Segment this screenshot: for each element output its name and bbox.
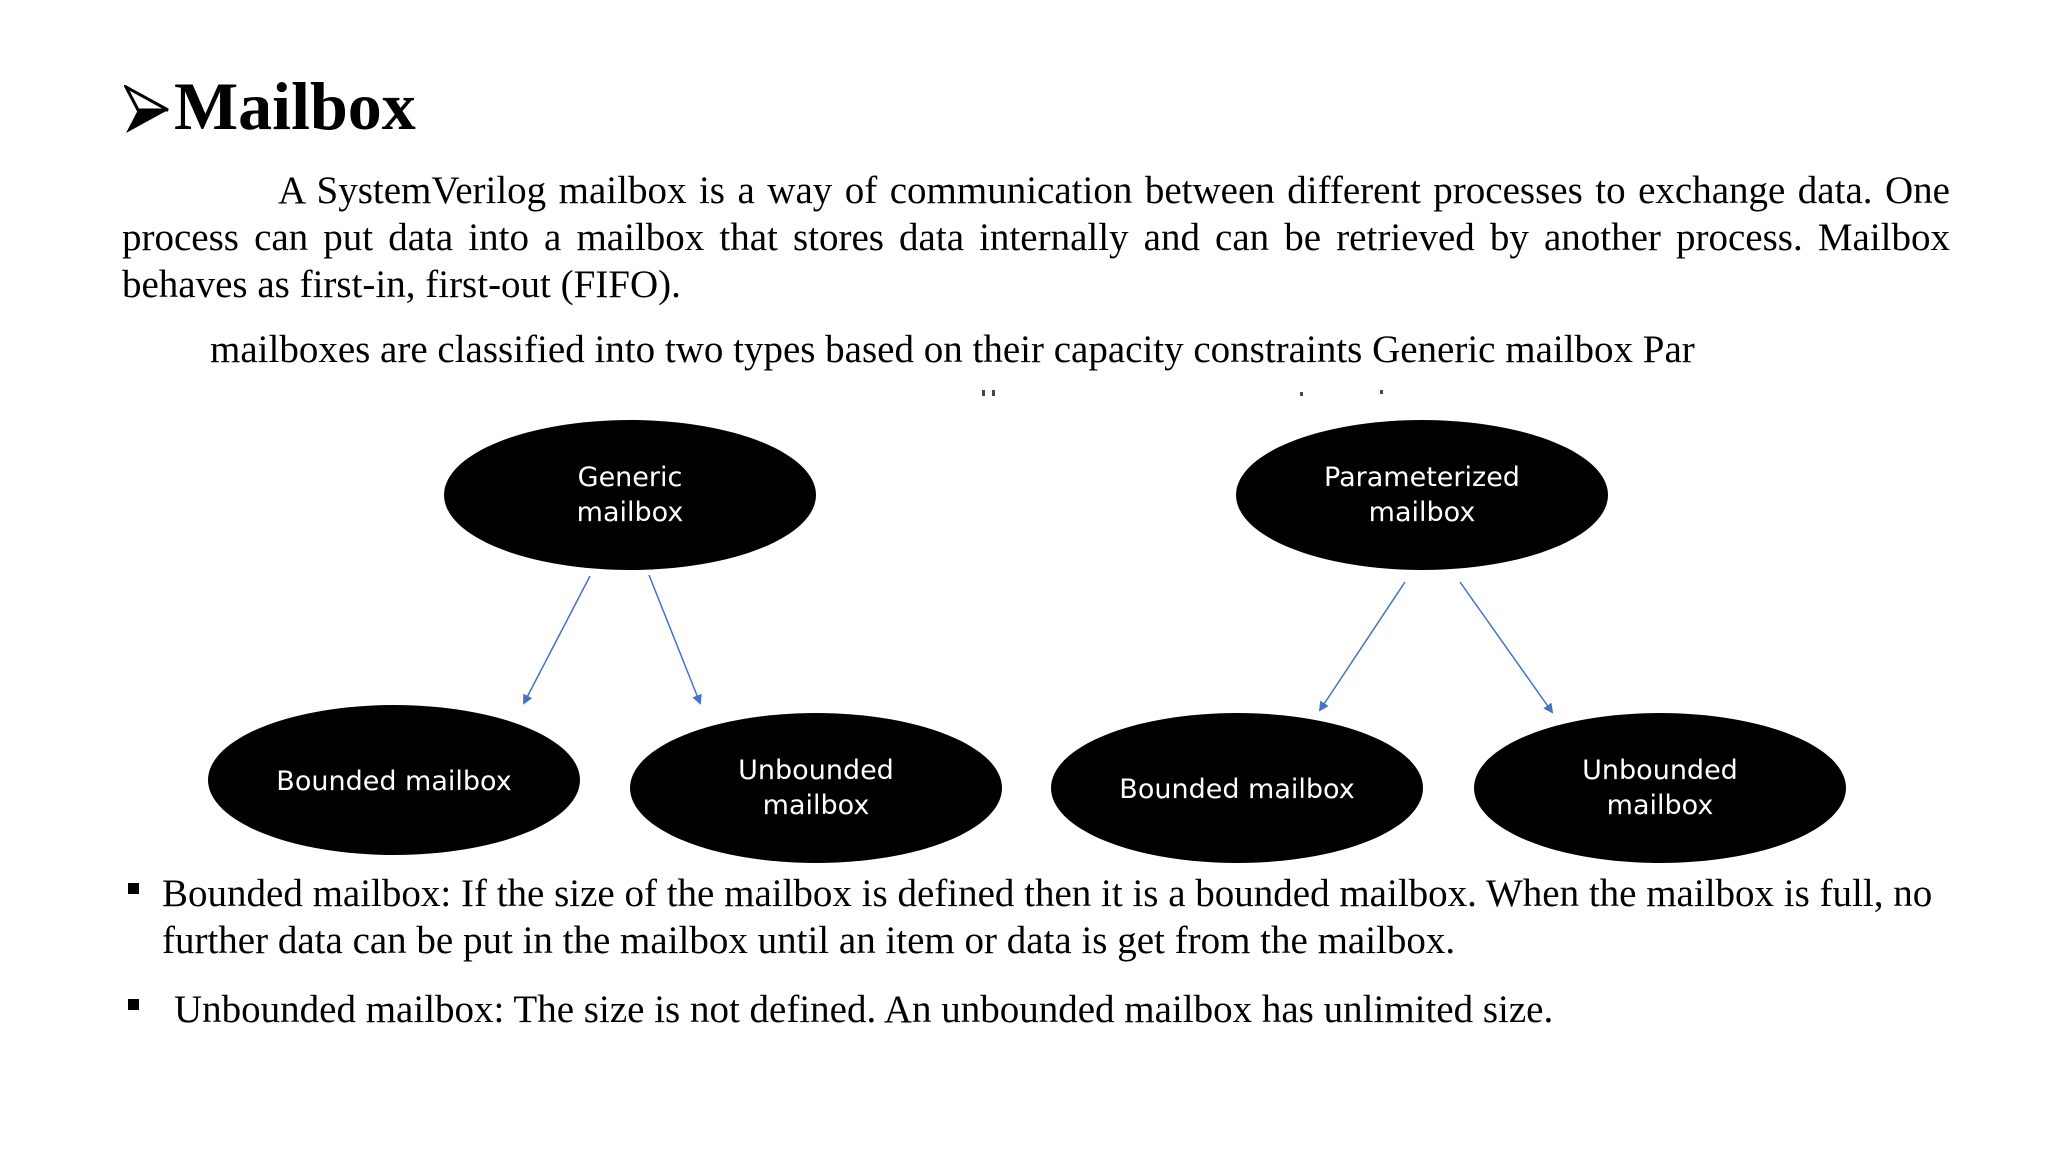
classification-text: mailboxes are classified into two types based on their capacity constraints Generic mailbox Par <box>210 328 1695 371</box>
node-label: Generic <box>577 462 683 493</box>
node-label: Bounded mailbox <box>1119 774 1355 805</box>
node-generic-mailbox <box>444 420 816 570</box>
arrow-parameterized-to-bounded <box>1320 582 1405 710</box>
title-text: Mailbox <box>174 68 416 144</box>
node-parameterized-mailbox <box>1236 420 1608 570</box>
node-unbounded-mailbox-parameterized <box>1474 713 1846 863</box>
node-label: mailbox <box>1368 497 1476 528</box>
node-label: mailbox <box>576 497 684 528</box>
intro-paragraph: A SystemVerilog mailbox is a way of communication between different processes to exchange data. One process can put data into a mailbox that stores data internally and can be retrieved by another process. Mailbox behaves as first-in, first-out (FIFO). <box>122 169 1950 306</box>
node-bounded-mailbox-generic <box>208 705 580 855</box>
node-label: Unbounded <box>738 755 894 786</box>
bullet-list <box>124 870 1950 1055</box>
bullet-text: Unbounded mailbox: The size is not defined. An unbounded mailbox has unlimited size. <box>174 988 1554 1031</box>
arrow-generic-to-unbounded <box>649 575 700 703</box>
node-unbounded-mailbox-generic <box>630 713 1002 863</box>
node-label: mailbox <box>762 790 870 821</box>
bullet-item-bounded <box>124 870 1950 964</box>
bullet-text: Bounded mailbox: If the size of the mailbox is defined then it is a bounded mailbox. When the mailbox is full, no further data can be put in the mailbox until an item or data is get from the mailbox. <box>162 872 1933 962</box>
node-label: Parameterized <box>1324 462 1520 493</box>
arrow-generic-to-bounded <box>524 576 590 703</box>
node-label: Unbounded <box>1582 755 1738 786</box>
bullet-item-unbounded <box>124 986 1950 1033</box>
node-bounded-mailbox-parameterized <box>1051 713 1423 863</box>
node-label: mailbox <box>1606 790 1714 821</box>
arrow-parameterized-to-unbounded <box>1460 582 1552 712</box>
square-bullet-icon <box>128 883 139 894</box>
node-label: Bounded mailbox <box>276 766 512 797</box>
square-bullet-icon <box>128 999 139 1010</box>
